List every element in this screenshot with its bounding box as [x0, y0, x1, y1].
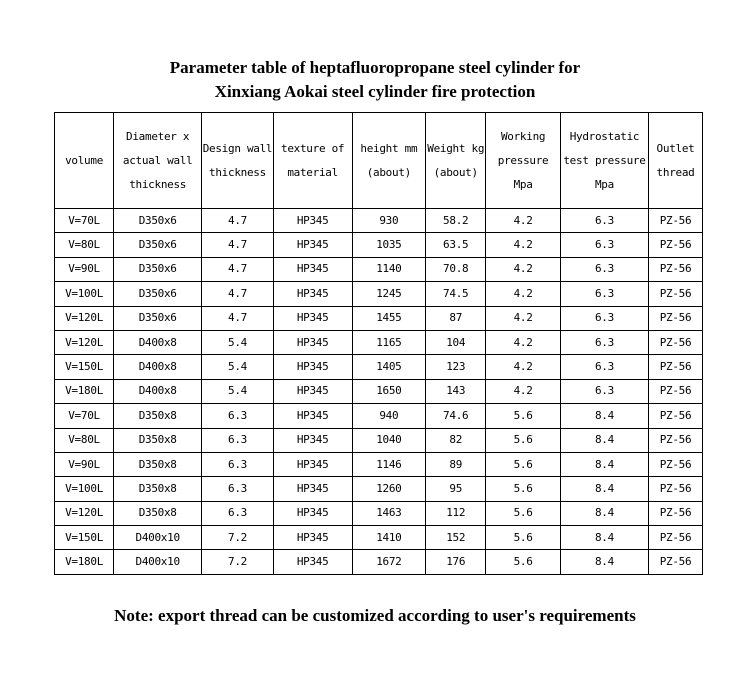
- table-cell: HP345: [273, 257, 352, 281]
- table-cell: 70.8: [426, 257, 486, 281]
- table-cell: PZ-56: [649, 306, 703, 330]
- title-line-1: Parameter table of heptafluoropropane steel cylinder for: [169, 58, 581, 77]
- table-cell: V=150L: [55, 526, 114, 550]
- table-cell: D350x8: [114, 501, 202, 525]
- table-cell: PZ-56: [649, 209, 703, 233]
- table-cell: HP345: [273, 501, 352, 525]
- table-cell: 1672: [352, 550, 426, 574]
- table-row: [55, 526, 703, 550]
- table-cell: V=70L: [55, 209, 114, 233]
- table-row: [55, 306, 703, 330]
- table-cell: D350x6: [114, 209, 202, 233]
- table-cell: V=180L: [55, 379, 114, 403]
- table-cell: PZ-56: [649, 379, 703, 403]
- table-cell: D400x8: [114, 330, 202, 354]
- column-header: volume: [55, 113, 114, 209]
- column-header: Working pressure Mpa: [486, 113, 561, 209]
- table-cell: 6.3: [560, 330, 648, 354]
- table-cell: V=120L: [55, 501, 114, 525]
- table-cell: 1140: [352, 257, 426, 281]
- table-cell: V=70L: [55, 404, 114, 428]
- table-row: [55, 355, 703, 379]
- table-cell: D350x8: [114, 452, 202, 476]
- table-cell: 5.6: [486, 452, 561, 476]
- table-cell: 6.3: [560, 306, 648, 330]
- table-cell: HP345: [273, 282, 352, 306]
- table-cell: PZ-56: [649, 501, 703, 525]
- table-cell: 5.4: [202, 330, 274, 354]
- title-line-2: Xinxiang Aokai steel cylinder fire protection: [214, 82, 536, 101]
- table-cell: D400x8: [114, 379, 202, 403]
- table-cell: D400x10: [114, 526, 202, 550]
- table-cell: 8.4: [560, 428, 648, 452]
- table-cell: 4.7: [202, 282, 274, 306]
- table-cell: 82: [426, 428, 486, 452]
- table-cell: 8.4: [560, 404, 648, 428]
- table-cell: HP345: [273, 330, 352, 354]
- table-cell: HP345: [273, 550, 352, 574]
- table-cell: PZ-56: [649, 257, 703, 281]
- table-cell: HP345: [273, 379, 352, 403]
- table-row: [55, 477, 703, 501]
- table-cell: 6.3: [560, 209, 648, 233]
- parameter-table: [54, 112, 703, 575]
- footer-note: Note: export thread can be customized according to user's requirements: [114, 606, 636, 625]
- table-cell: 1455: [352, 306, 426, 330]
- table-cell: 4.2: [486, 330, 561, 354]
- table-cell: 4.2: [486, 209, 561, 233]
- table-header-row: [55, 113, 703, 209]
- table-cell: 123: [426, 355, 486, 379]
- table-cell: 1650: [352, 379, 426, 403]
- table-cell: V=90L: [55, 452, 114, 476]
- table-cell: 4.2: [486, 355, 561, 379]
- table-cell: 5.6: [486, 404, 561, 428]
- table-cell: 6.3: [560, 233, 648, 257]
- table-cell: 8.4: [560, 501, 648, 525]
- table-body: [55, 209, 703, 575]
- page-title: [0, 56, 750, 104]
- table-cell: 1260: [352, 477, 426, 501]
- table-row: [55, 501, 703, 525]
- table-cell: D350x6: [114, 233, 202, 257]
- table-cell: PZ-56: [649, 526, 703, 550]
- table-cell: V=80L: [55, 233, 114, 257]
- table-cell: 8.4: [560, 452, 648, 476]
- table-cell: 1035: [352, 233, 426, 257]
- table-cell: 4.2: [486, 282, 561, 306]
- table-cell: 4.2: [486, 379, 561, 403]
- table-cell: 6.3: [202, 404, 274, 428]
- table-cell: 5.4: [202, 355, 274, 379]
- table-cell: D350x8: [114, 477, 202, 501]
- table-cell: V=120L: [55, 306, 114, 330]
- table-cell: 4.7: [202, 306, 274, 330]
- table-cell: D350x6: [114, 306, 202, 330]
- table-row: [55, 379, 703, 403]
- table-cell: 1405: [352, 355, 426, 379]
- table-cell: 58.2: [426, 209, 486, 233]
- table-cell: 1040: [352, 428, 426, 452]
- table-cell: 7.2: [202, 550, 274, 574]
- table-cell: V=100L: [55, 282, 114, 306]
- table-cell: 74.5: [426, 282, 486, 306]
- table-cell: V=150L: [55, 355, 114, 379]
- table-cell: PZ-56: [649, 550, 703, 574]
- table-cell: 6.3: [202, 477, 274, 501]
- table-cell: 176: [426, 550, 486, 574]
- table-cell: 5.6: [486, 550, 561, 574]
- table-row: [55, 452, 703, 476]
- column-header: height mm (about): [352, 113, 426, 209]
- table-cell: 74.6: [426, 404, 486, 428]
- table-cell: 6.3: [202, 501, 274, 525]
- table-cell: PZ-56: [649, 282, 703, 306]
- table-cell: 5.6: [486, 477, 561, 501]
- table-cell: 4.2: [486, 233, 561, 257]
- table-cell: HP345: [273, 477, 352, 501]
- table-cell: PZ-56: [649, 477, 703, 501]
- table-cell: 6.3: [202, 452, 274, 476]
- table-cell: 152: [426, 526, 486, 550]
- table-cell: HP345: [273, 209, 352, 233]
- table-cell: PZ-56: [649, 330, 703, 354]
- table-cell: D350x8: [114, 404, 202, 428]
- table-cell: HP345: [273, 355, 352, 379]
- table-cell: D400x10: [114, 550, 202, 574]
- table-cell: V=100L: [55, 477, 114, 501]
- table-cell: D350x8: [114, 428, 202, 452]
- table-cell: 5.4: [202, 379, 274, 403]
- table-cell: PZ-56: [649, 233, 703, 257]
- table-cell: 6.3: [560, 282, 648, 306]
- table-cell: V=180L: [55, 550, 114, 574]
- table-cell: HP345: [273, 233, 352, 257]
- table-cell: 143: [426, 379, 486, 403]
- table-cell: 6.3: [560, 355, 648, 379]
- table-cell: V=80L: [55, 428, 114, 452]
- table-cell: 112: [426, 501, 486, 525]
- table-cell: D350x6: [114, 282, 202, 306]
- table-cell: 4.2: [486, 306, 561, 330]
- table-cell: V=120L: [55, 330, 114, 354]
- table-cell: 6.3: [560, 379, 648, 403]
- column-header: Diameter x actual wall thickness: [114, 113, 202, 209]
- table-cell: 5.6: [486, 501, 561, 525]
- table-cell: 8.4: [560, 550, 648, 574]
- column-header: Outlet thread: [649, 113, 703, 209]
- table-cell: 63.5: [426, 233, 486, 257]
- table-cell: 930: [352, 209, 426, 233]
- column-header: Weight kg (about): [426, 113, 486, 209]
- table-cell: 5.6: [486, 428, 561, 452]
- table-cell: 6.3: [560, 257, 648, 281]
- column-header: texture of material: [273, 113, 352, 209]
- table-row: [55, 330, 703, 354]
- table-cell: HP345: [273, 306, 352, 330]
- table-cell: PZ-56: [649, 404, 703, 428]
- table-cell: 4.7: [202, 233, 274, 257]
- table-cell: 8.4: [560, 477, 648, 501]
- table-cell: 89: [426, 452, 486, 476]
- table-row: [55, 404, 703, 428]
- table-cell: 940: [352, 404, 426, 428]
- table-cell: 1410: [352, 526, 426, 550]
- column-header: Design wall thickness: [202, 113, 274, 209]
- table-cell: V=90L: [55, 257, 114, 281]
- table-cell: D350x6: [114, 257, 202, 281]
- table-cell: 1463: [352, 501, 426, 525]
- table-cell: 6.3: [202, 428, 274, 452]
- table-cell: 1245: [352, 282, 426, 306]
- table-row: [55, 550, 703, 574]
- column-header: Hydrostatic test pressure Mpa: [560, 113, 648, 209]
- table-cell: 5.6: [486, 526, 561, 550]
- table-row: [55, 428, 703, 452]
- table-cell: 95: [426, 477, 486, 501]
- table-cell: PZ-56: [649, 452, 703, 476]
- table-cell: HP345: [273, 452, 352, 476]
- table-cell: HP345: [273, 526, 352, 550]
- table-cell: 7.2: [202, 526, 274, 550]
- table-cell: 104: [426, 330, 486, 354]
- table-cell: D400x8: [114, 355, 202, 379]
- table-cell: 4.7: [202, 209, 274, 233]
- table-cell: HP345: [273, 404, 352, 428]
- table-row: [55, 282, 703, 306]
- table-cell: 87: [426, 306, 486, 330]
- table-cell: 8.4: [560, 526, 648, 550]
- table-cell: 4.2: [486, 257, 561, 281]
- table-cell: PZ-56: [649, 355, 703, 379]
- table-row: [55, 209, 703, 233]
- table-cell: 4.7: [202, 257, 274, 281]
- table-row: [55, 257, 703, 281]
- table-cell: PZ-56: [649, 428, 703, 452]
- table-cell: 1146: [352, 452, 426, 476]
- table-row: [55, 233, 703, 257]
- table-cell: 1165: [352, 330, 426, 354]
- table-cell: HP345: [273, 428, 352, 452]
